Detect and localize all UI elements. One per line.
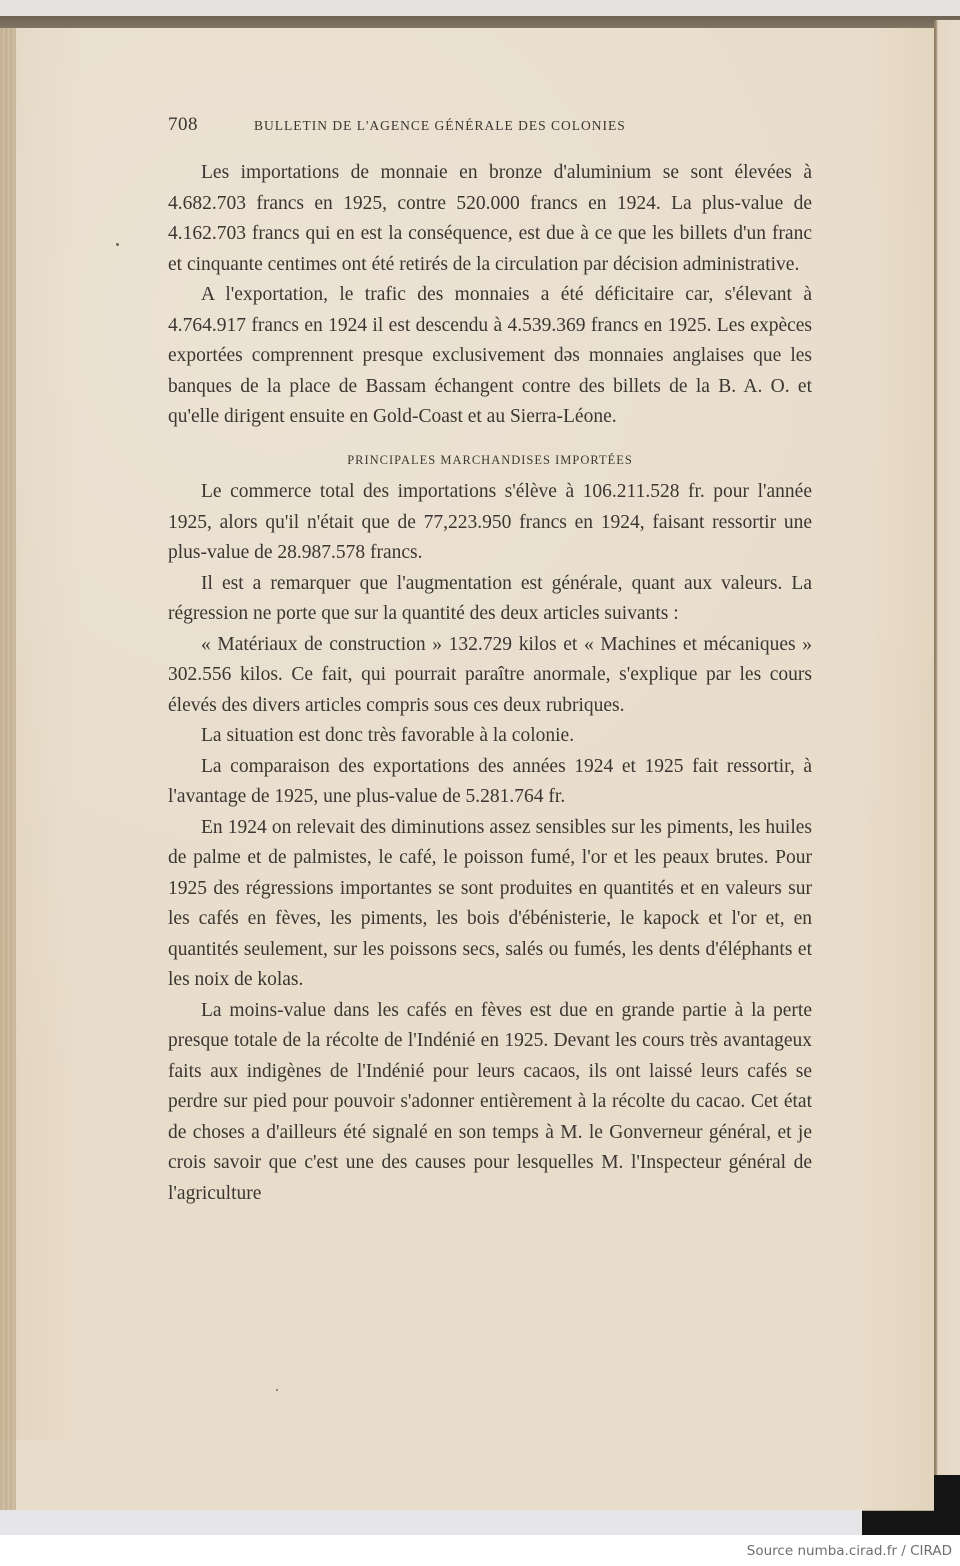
page-number: 708	[168, 114, 198, 135]
paragraph-general-increase: Il est a remarquer que l'augmentation est générale, quant aux valeurs. La régression ne porte que sur la quantité des deux articles suivants :	[168, 572, 812, 624]
paragraph-materials: « Matériaux de construction » 132.729 kilos et « Machines et mécaniques » 302.556 kilos. Ce fait, qui pourrait paraître anormale, s'explique par les cours élevés des divers articles compris sous ces deux rubriques.	[168, 633, 812, 716]
paragraph-export-comparison: La comparaison des exportations des années 1924 et 1925 fait ressortir, à l'avantage de 1925, une plus-value de 5.281.764 fr.	[168, 755, 812, 807]
paragraph-decreases: En 1924 on relevait des diminutions assez sensibles sur les piments, les huiles de palme et de palmistes, le café, le poisson fumé, l'or et les peaux brutes. Pour 1925 des régressions importantes se sont produites en quantités et en valeurs sur les cafés en fèves, les piments, les bois d'ébénisterie, le kapock et l'or et, en quantités seulement, sur les poissons secs, salés ou fumés, les dents d'éléphants et les noix de kolas.	[168, 816, 812, 990]
body-text	[168, 158, 812, 1209]
section-title: PRINCIPALES MARCHANDISES IMPORTÉES	[347, 452, 633, 467]
scan-shadow-strip	[0, 1510, 862, 1535]
paragraph-total-imports: Le commerce total des importations s'élève à 106.211.528 fr. pour l'année 1925, alors qu'il n'était que de 77,223.950 francs en 1924, faisant ressortir une plus-value de 28.987.578 francs.	[168, 481, 812, 563]
paragraph-aluminium-coins: Les importations de monnaie en bronze d'aluminium se sont élevées à 4.682.703 francs en 1925, contre 520.000 francs en 1924. La plus-value de 4.162.703 francs qui en est la conséquence, est due à ce que les billets d'un franc et cinquante centimes ont été retirés de la circulation par décision administrative.	[168, 162, 812, 275]
paragraph-coffee-loss: La moins-value dans les cafés en fèves est due en grande partie à la perte presque totale de la récolte de l'Indénié en 1925. Devant les cours très avantageux faits aux indigènes de l'Indénié pour leurs cacaos, ils ont laissé leurs cafés se perdre sur pied pour pouvoir s'adonner entièrement à la récolte du cacao. Cet état de choses a d'ailleurs été signalé en son temps à M. le Gonverneur général, et je crois savoir que c'est une des causes pour lesquelles M. l'Inspecteur général de l'agriculture	[168, 999, 812, 1204]
running-head: BULLETIN DE L'AGENCE GÉNÉRALE DES COLONIES	[254, 118, 626, 133]
page-curl	[0, 1440, 862, 1510]
book-binding-gutter	[934, 20, 960, 1475]
paragraph-coin-exports: A l'exportation, le trafic des monnaies a été déficitaire car, s'élevant à 4.764.917 francs en 1924 il est descendu à 4.539.369 francs en 1925. Les expèces exportées comprennent presque exclusivement dəs monnaies anglaises que les banques de la place de Bassam échangent contre des billets de la B. A. O. et qu'elle dirigent ensuite en Gold-Coast et au Sierra-Léone.	[168, 284, 812, 427]
page-header	[168, 114, 808, 138]
paragraph-favorable: La situation est donc très favorable à la colonie.	[201, 725, 575, 746]
paper-speck	[276, 1389, 278, 1391]
paper-speck	[116, 243, 119, 246]
page-stack-edges	[0, 28, 16, 1510]
source-credit: Source numba.cirad.fr / CIRAD	[746, 1543, 952, 1559]
